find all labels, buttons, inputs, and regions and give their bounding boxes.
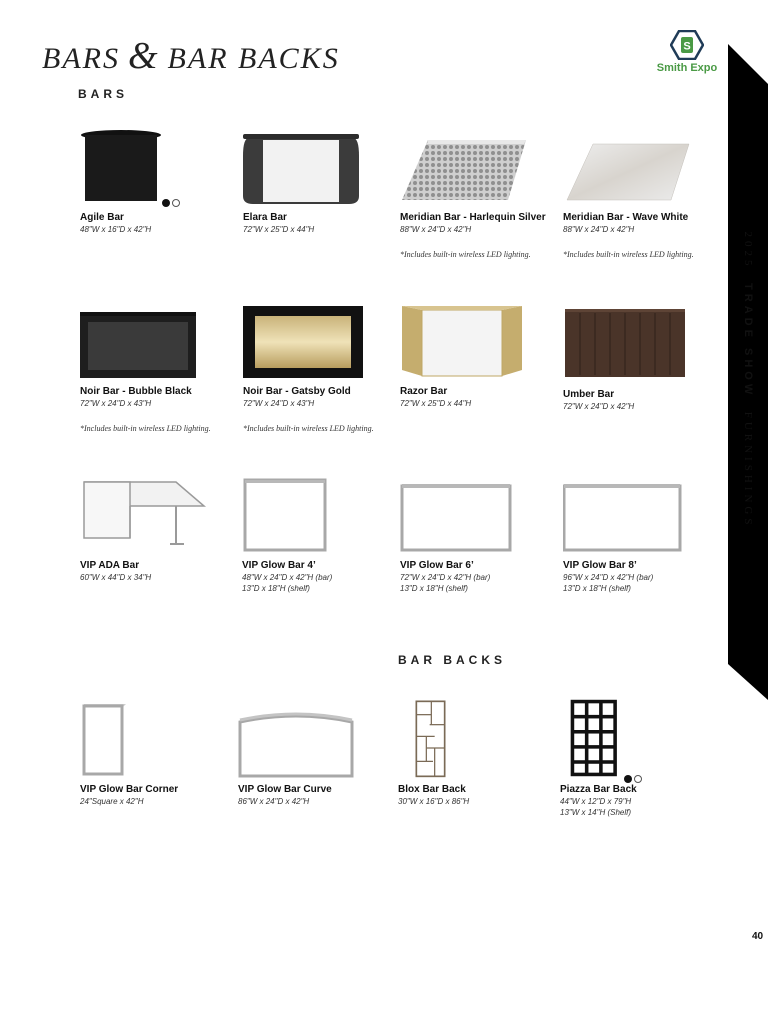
product-name: Meridian Bar - Wave White <box>563 212 689 223</box>
umber-bar-image <box>563 303 723 383</box>
vip-ada-image <box>80 474 240 554</box>
elara-bar-image <box>243 126 403 206</box>
product-name: VIP Glow Bar 4’ <box>242 560 316 571</box>
product-agile-bar <box>80 126 240 234</box>
product-name: VIP Glow Bar Corner <box>80 784 179 795</box>
product-piazza-bar-back <box>560 698 720 817</box>
product-meridian-wave-white <box>563 126 723 234</box>
swatch-white-icon <box>634 775 642 783</box>
color-swatches <box>624 770 644 788</box>
product-dims: 72"W x 25"D x 44"H <box>243 225 315 234</box>
product-name: Agile Bar <box>80 212 124 223</box>
side-tab-year: 2025 <box>742 231 754 270</box>
product-dims: 72"W x 24"D x 43"H <box>80 399 152 408</box>
product-dims: 44"W x 12"D x 79"H <box>560 797 632 806</box>
product-dims: 72"W x 24"D x 42"H (bar) <box>400 573 491 582</box>
product-noir-gatsby-gold <box>243 300 403 408</box>
product-dims: 13"D x 18"H (shelf) <box>563 584 631 593</box>
title-bars: BARS <box>42 42 120 75</box>
logo-hexagon-icon <box>670 30 704 60</box>
led-note: *Includes built-in wireless LED lighting. <box>563 250 694 259</box>
product-razor-bar <box>400 300 560 408</box>
product-vip-glow-bar-8 <box>563 474 723 593</box>
vip-glow-8-image <box>563 474 723 554</box>
title-ampersand: & <box>127 35 160 77</box>
page-number: 40 <box>752 931 764 942</box>
piazza-bar-back-image <box>560 698 720 778</box>
product-dims: 96"W x 24"D x 42"H (bar) <box>563 573 654 582</box>
product-meridian-harlequin-silver <box>400 126 560 234</box>
product-elara-bar <box>243 126 403 234</box>
noir-bubble-image <box>80 300 240 380</box>
side-tab-light: FURNISHINGS <box>742 411 754 529</box>
vip-glow-curve-image <box>238 698 398 778</box>
product-dims: 88"W x 24"D x 42"H <box>400 225 472 234</box>
product-name: Noir Bar - Gatsby Gold <box>243 386 351 397</box>
product-name: Piazza Bar Back <box>560 784 637 795</box>
vip-glow-6-image <box>400 474 560 554</box>
svg-text:S: S <box>683 40 691 53</box>
product-vip-ada-bar <box>80 474 240 582</box>
product-dims: 13"D x 18"H (shelf) <box>400 584 468 593</box>
razor-bar-image <box>400 300 560 380</box>
agile-bar-image <box>80 126 240 206</box>
product-dims: 72"W x 24"D x 42"H <box>563 402 635 411</box>
product-vip-glow-bar-corner <box>80 698 240 806</box>
product-dims: 72"W x 25"D x 44"H <box>400 399 472 408</box>
product-dims: 48"W x 16"D x 42"H <box>80 225 152 234</box>
product-vip-glow-bar-curve <box>238 698 398 806</box>
led-note: *Includes built-in wireless LED lighting. <box>80 424 211 433</box>
product-dims: 88"W x 24"D x 42"H <box>563 225 635 234</box>
product-name: VIP Glow Bar 8’ <box>563 560 637 571</box>
section-heading-bar-backs: BAR BACKS <box>398 653 506 667</box>
led-note: *Includes built-in wireless LED lighting. <box>243 424 374 433</box>
product-dims: 13"W x 14"H (Shelf) <box>560 808 632 817</box>
noir-gatsby-image <box>243 300 403 380</box>
meridian-wave-image <box>563 126 723 206</box>
product-name: Meridian Bar - Harlequin Silver <box>400 212 546 223</box>
product-name: Umber Bar <box>563 389 615 400</box>
smith-expo-logo <box>650 30 724 74</box>
meridian-harlequin-image <box>400 126 560 206</box>
product-name: VIP Glow Bar Curve <box>238 784 332 795</box>
logo-text: Smith Expo <box>656 62 718 74</box>
led-note: *Includes built-in wireless LED lighting. <box>400 250 531 259</box>
vip-glow-4-image <box>242 474 402 554</box>
swatch-white-icon <box>172 199 180 207</box>
title-bar-backs: BAR BACKS <box>167 42 340 75</box>
product-dims: 86"W x 24"D x 42"H <box>238 797 310 806</box>
product-name: VIP Glow Bar 6’ <box>400 560 474 571</box>
product-dims: 48"W x 24"D x 42"H (bar) <box>242 573 333 582</box>
side-tab-bold: TRADE SHOW <box>742 283 754 399</box>
product-name: VIP ADA Bar <box>80 560 140 571</box>
product-dims: 13"D x 18"H (shelf) <box>242 584 310 593</box>
swatch-black-icon <box>624 775 632 783</box>
product-dims: 72"W x 24"D x 43"H <box>243 399 315 408</box>
product-dims: 24"Square x 42"H <box>80 797 144 806</box>
vip-glow-corner-image <box>80 698 240 778</box>
product-name: Elara Bar <box>243 212 287 223</box>
product-blox-bar-back <box>398 698 558 806</box>
product-dims: 30"W x 16"D x 86"H <box>398 797 470 806</box>
blox-bar-back-image <box>398 698 558 778</box>
section-heading-bars: BARS <box>78 87 129 101</box>
product-noir-bubble-black <box>80 300 240 408</box>
product-vip-glow-bar-6 <box>400 474 560 593</box>
page-title <box>42 34 340 78</box>
side-tab-text <box>742 232 754 529</box>
product-name: Razor Bar <box>400 386 448 397</box>
product-name: Noir Bar - Bubble Black <box>80 386 192 397</box>
swatch-black-icon <box>162 199 170 207</box>
product-name: Blox Bar Back <box>398 784 466 795</box>
color-swatches <box>162 194 182 212</box>
product-umber-bar <box>563 303 723 411</box>
product-vip-glow-bar-4 <box>242 474 402 593</box>
product-dims: 60"W x 44"D x 34"H <box>80 573 152 582</box>
